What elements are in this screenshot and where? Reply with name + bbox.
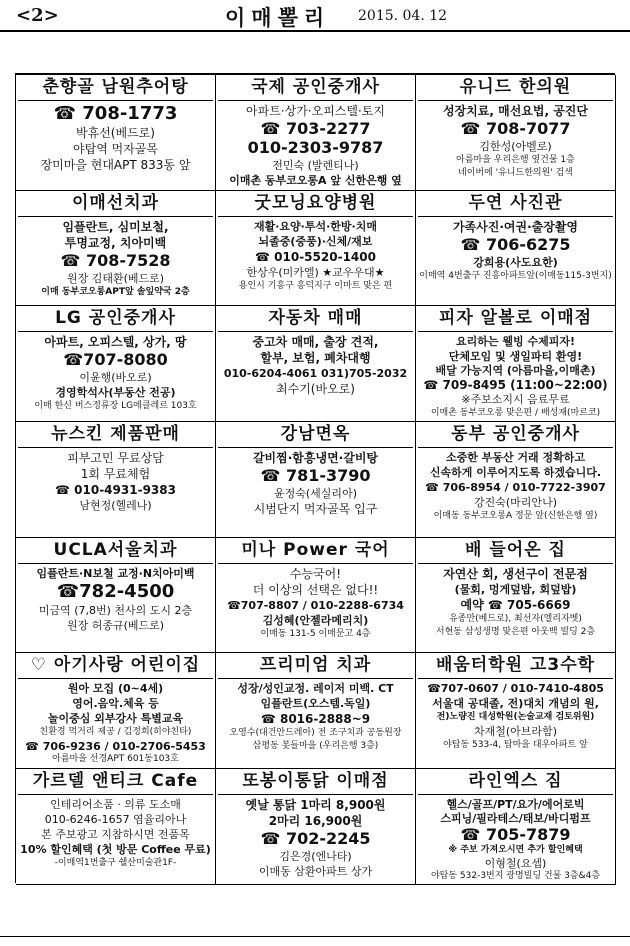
ad-line: 유종만(베드로), 최선자(엘리자벳) [449, 613, 582, 624]
ad-line: 시범단지 먹자골목 입구 [253, 502, 378, 517]
ad-title: 강남면옥 [218, 422, 413, 448]
ad-line: 최수기(바오로) [276, 382, 355, 397]
ad-line: 이형철(요셉) [484, 856, 547, 870]
ad-box [416, 191, 616, 307]
ad-line: ☎ 010-4931-9383 [55, 483, 176, 498]
footer-rule [0, 936, 630, 937]
ad-line: 예약 ☎ 705-6669 [460, 597, 571, 612]
ad-line: ☎ 709-8495 (11:00~22:00) [423, 378, 608, 393]
ad-line: 가족사진·여권·출장촬영 [452, 219, 579, 234]
ad-line: 인테리어소품 · 의류 도소매 [50, 798, 181, 812]
ad-line: ☎ 706-9236 / 010-2706-5453 [25, 739, 206, 753]
ad-line: 재활·요양·투석·한방·치매 [254, 219, 377, 233]
ad-box [216, 422, 416, 538]
ad-line: 성장치료, 매선요법, 공진단 [443, 104, 588, 118]
ad-title: UCLA서울치과 [18, 538, 213, 564]
ad-title: 이매선치과 [18, 191, 213, 217]
ad-line: 친환경 먹거리 제공 / 김정희(히야친타) [39, 726, 192, 737]
ad-line: 010-2303-9787 [247, 138, 384, 158]
ad-line: 서울대 공대졸, 전)대치 개념의 원, [432, 697, 599, 711]
ad-line: 갈비찜·함흥냉면·갈비탕 [252, 451, 379, 466]
ad-line: ☎ 705-7879 [460, 825, 571, 844]
ad-line: 이매동 131-5 이매문고 4층 [260, 628, 371, 639]
ad-line: 이매동 삼환아파트 상가 [258, 865, 373, 879]
ad-line: ※주보소지시 음료무료 [461, 393, 570, 407]
ad-line: 차재철(아브라함) [474, 725, 557, 739]
ad-line: ☎ 708-7528 [60, 250, 171, 270]
ad-line: 이매동 동부코오롱A 정문 앞(신한은행 옆) [433, 511, 598, 522]
ad-line: 단체모임 및 생일파티 환영! [448, 349, 583, 363]
ad-title: 배움터학원 고3수학 [418, 653, 613, 679]
ad-line: 옛날 통닭 1마리 8,900원 [245, 798, 386, 813]
ad-line: ※ 주보 가져오시면 추가 할인혜택 [448, 844, 583, 855]
ad-line: 김은경(엔나타) [279, 850, 352, 864]
ad-line: 영어.음악.체육 등 [72, 697, 159, 711]
ad-line: ☎782-4500 [56, 580, 175, 602]
ad-line: 이매 동부코오롱APT앞 솔잎약국 2층 [41, 286, 190, 297]
ad-title: 피자 알볼로 이매점 [418, 306, 613, 332]
ad-line: 아름마을 우리은행 옆건물 1층 [456, 155, 575, 165]
ad-line: 성장/성인교정. 레이저 미백. CT [237, 682, 394, 696]
ad-line: ☎ 708-7077 [460, 119, 571, 138]
ad-line: 스피닝/필라테스/태보/바디펌프 [440, 812, 591, 826]
ad-box [16, 191, 216, 307]
ad-line: ☎707-8807 / 010-2288-6734 [227, 598, 404, 612]
ad-box [416, 75, 616, 191]
ad-box [216, 191, 416, 307]
ad-line: 한상우(미카엘) ★교우우대★ [246, 265, 385, 279]
ad-line: ☎ 010-5520-1400 [255, 249, 376, 264]
ad-line: 더 이상의 선택은 없다!! [252, 582, 379, 597]
ad-line: 할부, 보험, 폐차대행 [260, 351, 371, 366]
ad-box [416, 769, 616, 885]
ad-line: 1회 무료체험 [80, 467, 151, 482]
ad-line: -이매역1번출구 쉘산미술관1F- [54, 858, 177, 869]
ad-box [416, 653, 616, 769]
ad-line: 이매촌 동부코오롱A 앞 신한은행 옆 [229, 173, 402, 187]
ad-line: 이매역 4번출구 진흥아파트앞(이매동115-3번지) [419, 270, 612, 281]
ad-title: 배 들어온 집 [418, 538, 613, 564]
ad-line: 이매 한신 버스정류장 LG에클레르 103호 [34, 401, 197, 412]
ad-line: 피부고민 무료상담 [67, 451, 164, 466]
ad-line: 중고차 매매, 출장 견적, [252, 335, 379, 350]
ad-line: 야탑동 532-3번지 광명빌딩 건물 3층&4층 [430, 870, 601, 881]
ad-line: 임플란트(오스템.독일) [260, 697, 371, 711]
ad-line: 아름마을 선경APT 601동103호 [52, 754, 179, 765]
ad-title: 자동차 매매 [218, 306, 413, 332]
ad-line: 아파트, 오피스텔, 상가, 땅 [44, 335, 187, 350]
ad-title: 굿모닝요양병원 [218, 191, 413, 217]
ad-line: 010-6246-1657 염율리아나 [44, 813, 187, 827]
ad-line: 윤정숙(세실리아) [274, 487, 357, 501]
ad-line: 야탑동 533-4, 탑마을 대우아파트 앞 [443, 740, 588, 751]
ad-line: 놀이중심 외부강사 특별교육 [47, 711, 184, 725]
ad-box [16, 769, 216, 885]
ad-line: (물회, 멍게덮밥, 회덮밥) [454, 582, 577, 596]
ad-title: 뉴스킨 제품판매 [18, 422, 213, 448]
ad-line: 김성혜(안젤라메리치) [262, 613, 369, 627]
ad-line: ☎ 708-1773 [53, 103, 178, 124]
issue-date: 2015. 04. 12 [358, 8, 448, 24]
ad-line: ☎ 703-2277 [260, 118, 371, 138]
ad-title: 유니드 한의원 [418, 75, 613, 101]
ad-line: 강진숙(마리안나) [474, 496, 557, 510]
ad-line: 박휴선(베드로) [76, 126, 155, 140]
ad-title: 또봉이통닭 이매점 [218, 769, 413, 795]
ad-line: 본 주보광고 지참하시면 전품목 [41, 828, 190, 842]
ad-line: 강희용(사도요한) [473, 255, 558, 269]
ad-line: 아파트·상가·오피스텔·토지 [246, 104, 385, 118]
ad-line: 배달 가능지역 (아름마을,이매촌) [435, 363, 596, 377]
ad-line: ☎707-0607 / 010-7410-4805 [427, 682, 604, 696]
ad-line: 네이버에 '유니드한의원' 검색 [458, 168, 573, 178]
ad-line: ☎ 781-3790 [260, 466, 371, 486]
ad-line: 010-6204-4061 031)705-2032 [223, 367, 408, 381]
ad-title: 프리미엄 치과 [218, 653, 413, 679]
ad-line: 전)노량진 대성학원(논술교재 검토위원) [436, 712, 595, 723]
ad-line: 이매촌 동부코오롱 맞은편 / 배성재(마르코) [430, 407, 601, 418]
ad-box [416, 422, 616, 538]
ad-title: 춘향골 남원추어탕 [18, 75, 213, 101]
ad-box [416, 538, 616, 654]
ad-line: 오영수(대건안드레아) 전 조구치과 공동원장 [229, 728, 402, 739]
ad-line: 미금역 (7,8번) 천사의 도시 2층 [38, 603, 193, 617]
ad-box [16, 306, 216, 422]
ad-line: 김한성(아벨로) [479, 140, 552, 153]
ad-line: 수능국어! [289, 566, 342, 581]
header-rule [0, 30, 630, 32]
ad-line: ☎ 702-2245 [260, 829, 371, 849]
ad-line: 원장 허종규(베드로) [66, 618, 165, 632]
ad-line: 이윤행(바오로) [79, 371, 152, 385]
ad-box [416, 306, 616, 422]
ad-grid [15, 73, 615, 883]
ad-line: 장미마을 현대APT 833동 앞 [40, 158, 191, 172]
ad-line: 투명교정, 치아미백 [64, 235, 167, 250]
newsletter-title: 이매뽈리 [225, 6, 331, 30]
ad-line: 원아 모집 (0~4세) [67, 682, 164, 696]
ad-line: 10% 할인혜택 (첫 방문 Coffee 무료) [20, 843, 211, 857]
ad-line: 헬스/골프/PT/요가/에어로빅 [446, 798, 585, 812]
ad-line: 요리하는 웰빙 수제피자! [456, 335, 575, 349]
ad-line: 신속하게 이루어지도록 하겠습니다. [429, 466, 602, 480]
ad-title: 동부 공인중개사 [418, 422, 613, 448]
ad-line: 서현동 삼성생명 맞은편 아웃백 빌딩 2층 [435, 626, 596, 637]
ad-box [16, 653, 216, 769]
ad-line: ☎ 706-8954 / 010-7722-3907 [425, 481, 606, 495]
ad-line: 임플란트·N보철 교정·N치아미백 [36, 566, 195, 580]
ad-box [216, 75, 416, 191]
ad-line: 남현정(헬레나) [79, 499, 152, 513]
ad-line: 야탑역 먹자골목 [73, 142, 158, 156]
ad-line: 경영학석사(부동산 전공) [55, 386, 176, 400]
page-header [0, 0, 630, 30]
ad-title: LG 공인중개사 [18, 306, 213, 332]
ad-line: 임플란트, 심미보철, [62, 219, 169, 234]
ad-box [16, 422, 216, 538]
ad-line: 용인시 기흥구 흥덕지구 이마트 맞은 편 [238, 280, 393, 291]
ad-box [216, 306, 416, 422]
ad-line: 소중한 부동산 거래 정확하고 [446, 451, 585, 465]
ad-line: 뇌졸중(중풍)·신체/재보 [258, 234, 373, 248]
ad-line: 자연산 회, 생선구이 전문점 [443, 566, 588, 581]
ad-box [216, 653, 416, 769]
ad-title: 라인엑스 짐 [418, 769, 613, 795]
ad-box [216, 769, 416, 885]
ad-title: 가르델 앤티크 Cafe [18, 769, 213, 795]
ad-line: ☎ 8016-2888~9 [260, 712, 371, 727]
ad-title: 국제 공인중개사 [218, 75, 413, 101]
ad-line: 원장 김태환(베드로) [66, 271, 165, 285]
ad-line: 삼평동 봇들마을 (우리은행 3층) [252, 741, 379, 752]
ad-title: 두연 사진관 [418, 191, 613, 217]
ad-line: 2마리 16,900원 [268, 814, 363, 829]
ad-line: ☎707-8080 [63, 350, 168, 370]
ad-title: 미나 Power 국어 [218, 538, 413, 564]
ad-box [16, 538, 216, 654]
ad-box [216, 538, 416, 654]
ad-box [16, 75, 216, 191]
ad-line: 전민숙 (발렌티나) [272, 159, 359, 173]
ad-title: ♡ 아기사랑 어린이집 [18, 653, 213, 679]
ad-line: ☎ 706-6275 [460, 234, 571, 254]
page-number: <2> [16, 5, 59, 26]
